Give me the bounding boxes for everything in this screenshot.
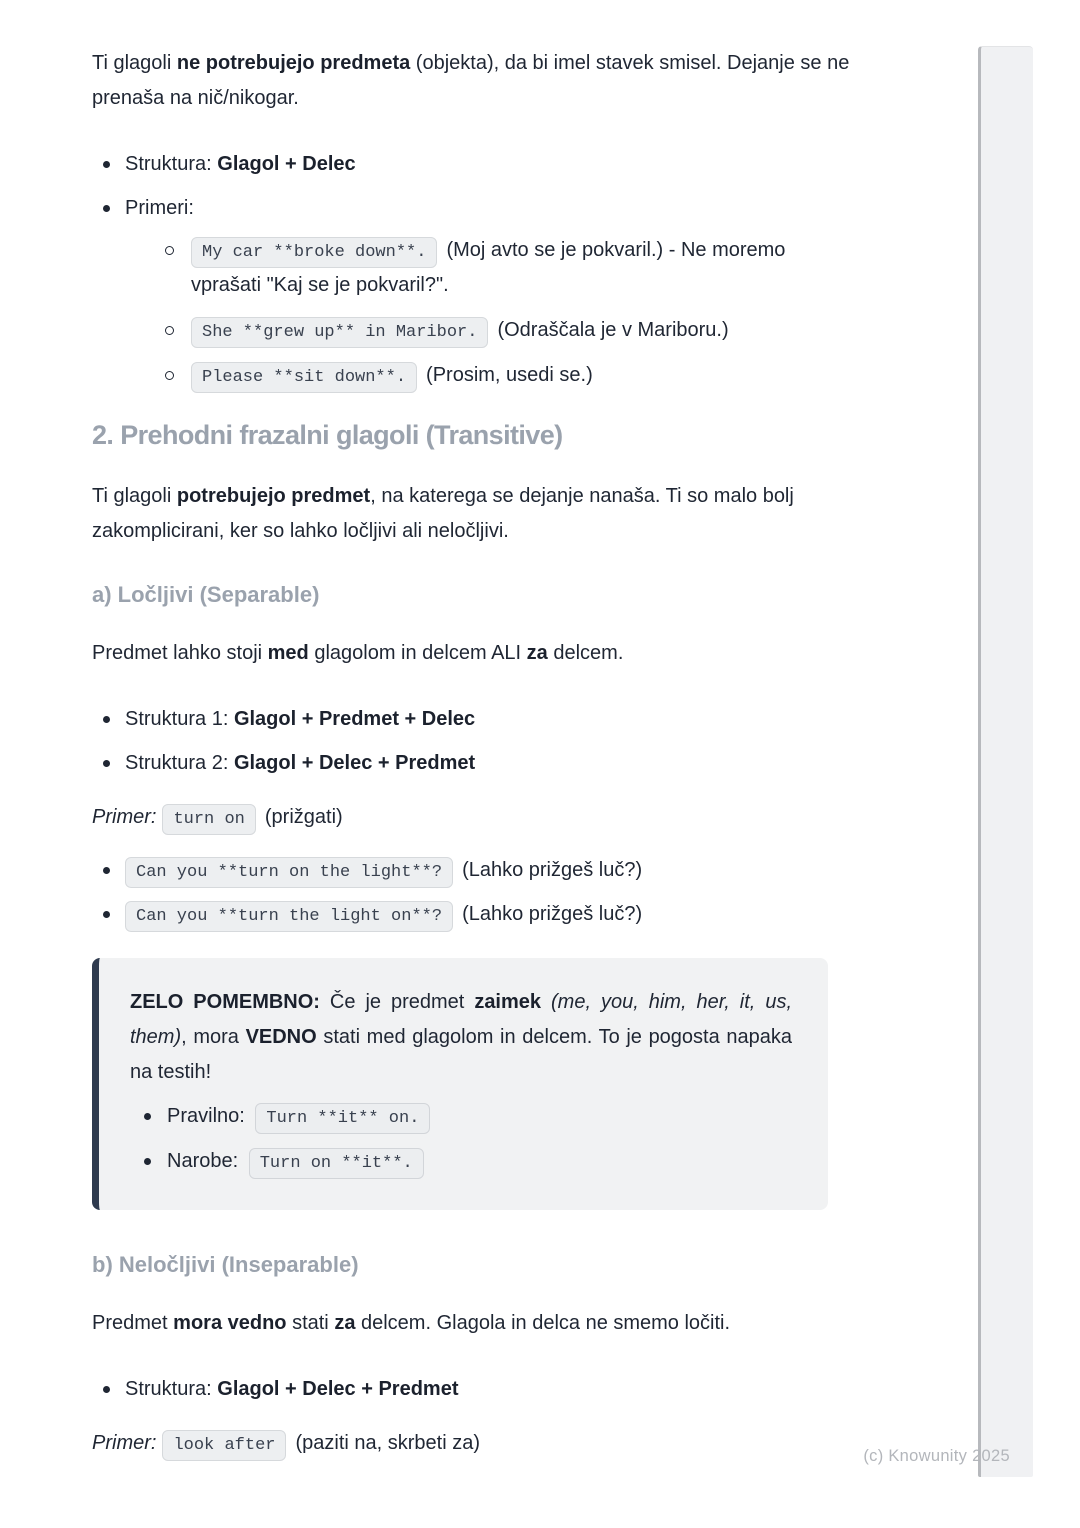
struktura-value: Glagol + Delec	[217, 153, 356, 175]
struktura-value: Glagol + Delec + Predmet	[233, 752, 476, 774]
paragraph-bold: za	[526, 642, 548, 664]
example-item	[92, 853, 872, 888]
paragraph-text: delcem. Glagola in delca ne smemo ločiti.	[355, 1312, 731, 1334]
important-callout	[92, 958, 828, 1210]
subheading-inseparable: b) Neločljivi (Inseparable)	[92, 1252, 359, 1277]
subheading-separable: a) Ločljivi (Separable)	[92, 582, 320, 607]
example-item	[158, 313, 838, 348]
list-item-struktura-2	[92, 746, 872, 781]
intro-bold: ne potrebujejo predmeta	[176, 52, 411, 74]
list-item-struktura-1	[92, 702, 872, 737]
example-translation: (Lahko prižgeš luč?)	[462, 903, 643, 925]
struktura-label: Struktura:	[125, 153, 218, 175]
paragraph-text: delcem.	[547, 642, 624, 664]
paragraph-text: , na katerega se dejanje nanaša. Ti so malo bolj zakomplicirani, ker so lahko ločljivi ali neločljivi.	[92, 485, 794, 542]
code-chip: Can you **turn the light on**?	[125, 901, 453, 932]
example-translation: (Moj avto se je pokvaril.) - Ne moremo vprašati "Kaj se je pokvaril?".	[191, 239, 786, 296]
paragraph-text: Predmet	[92, 1312, 174, 1334]
separable-examples-list	[92, 853, 872, 932]
struktura-label: Struktura:	[125, 1378, 218, 1400]
paragraph-bold: med	[267, 642, 309, 664]
example-translation: (Odraščala je v Mariboru.)	[497, 319, 729, 341]
code-chip: Please **sit down**.	[191, 362, 417, 393]
struktura-value: Glagol + Delec + Predmet	[217, 1378, 459, 1400]
callout-paragraph	[130, 985, 792, 1090]
paragraph-text: stati	[286, 1312, 335, 1334]
callout-text: , mora	[181, 1026, 246, 1048]
section-heading-transitive: 2. Prehodni frazalni glagoli (Transitive)	[92, 420, 563, 450]
primeri-label: Primeri:	[125, 197, 194, 219]
watermark-text: (c) Knowunity 2025	[863, 1447, 1010, 1465]
intro-text: Ti glagoli	[92, 52, 177, 74]
code-chip: look after	[162, 1430, 286, 1461]
callout-bold: zaimek	[474, 991, 542, 1013]
primer-translation: (prižgati)	[264, 806, 343, 828]
paragraph-text: glagolom in delcem ALI	[308, 642, 527, 664]
paragraph-text: Ti glagoli	[92, 485, 177, 507]
example-item	[158, 233, 838, 303]
intransitive-list	[92, 147, 872, 393]
primer-translation: (paziti na, skrbeti za)	[295, 1432, 480, 1454]
callout-bold: ZELO POMEMBNO:	[130, 991, 320, 1013]
example-item	[158, 358, 838, 393]
callout-italic: (me, you, him, her, it, us, them)	[130, 991, 792, 1048]
list-item-struktura	[92, 147, 872, 182]
callout-item-label: Pravilno:	[167, 1105, 251, 1127]
paragraph-bold: za	[334, 1312, 356, 1334]
primer-label: Primer:	[92, 806, 157, 828]
intro-text-2: (objekta), da bi imel stavek smisel. Dejanje se ne prenaša na nič/nikogar.	[92, 52, 850, 109]
callout-item-wrong	[130, 1144, 792, 1179]
struktura-value: Glagol + Predmet + Delec	[233, 708, 476, 730]
callout-list	[130, 1099, 792, 1179]
paragraph-bold: potrebujejo predmet	[176, 485, 371, 507]
intro-paragraph	[92, 46, 872, 116]
callout-bold: VEDNO	[245, 1026, 317, 1048]
callout-item-correct	[130, 1099, 792, 1134]
code-chip: My car **broke down**.	[191, 237, 437, 268]
example-item	[92, 897, 872, 932]
inseparable-paragraph	[92, 1306, 872, 1341]
separable-paragraph	[92, 636, 872, 671]
transitive-paragraph	[92, 479, 872, 549]
code-chip: Turn on **it**.	[249, 1148, 424, 1179]
callout-text: Če je predmet	[319, 991, 475, 1013]
paragraph-bold: mora vedno	[173, 1312, 287, 1334]
primer-line	[92, 1426, 872, 1461]
inseparable-structures-list	[92, 1372, 872, 1407]
document-body	[92, 46, 872, 1461]
example-translation: (Prosim, usedi se.)	[426, 364, 593, 386]
callout-text: stati med glagolom in delcem. To je pogosta napaka na testih!	[130, 1026, 792, 1083]
code-chip: Can you **turn on the light**?	[125, 857, 453, 888]
list-item-primeri	[92, 191, 872, 393]
example-translation: (Lahko prižgeš luč?)	[462, 859, 643, 881]
primer-line	[92, 800, 872, 835]
primer-label: Primer:	[92, 1432, 157, 1454]
code-chip: Turn **it** on.	[255, 1103, 430, 1134]
examples-sublist	[158, 233, 838, 393]
separable-structures-list	[92, 702, 872, 781]
struktura-label: Struktura 2:	[125, 752, 234, 774]
struktura-label: Struktura 1:	[125, 708, 234, 730]
code-chip: turn on	[162, 804, 255, 835]
list-item-struktura	[92, 1372, 872, 1407]
scrollbar-track[interactable]	[978, 46, 1033, 1477]
paragraph-text: Predmet lahko stoji	[92, 642, 268, 664]
code-chip: She **grew up** in Maribor.	[191, 317, 488, 348]
callout-item-label: Narobe:	[167, 1150, 244, 1172]
callout-text	[541, 991, 551, 1013]
